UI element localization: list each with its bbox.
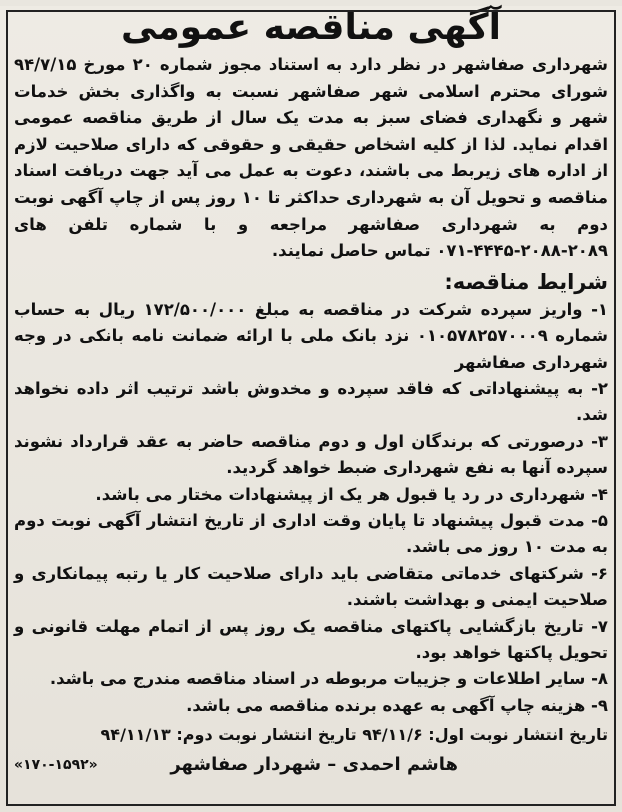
notice-footer	[14, 749, 608, 781]
ad-code: «۱۷۰-۱۵۹۲»	[14, 757, 98, 774]
condition-item: ۱- واریز سپرده شرکت در مناقصه به مبلغ ۱۷۲/۵۰۰/۰۰۰ ریال به حساب شماره ۰۱۰۵۷۸۲۵۷۰۰۰۹ نزد بانک ملی با ارائه ضمانت نامه بانکی در وجه شهرداری صفاشهر	[14, 299, 608, 372]
notice-intro: شهرداری صفاشهر در نظر دارد به استناد مجوز شماره ۲۰ مورخ ۹۴/۷/۱۵ شورای محترم اسلامی شهر صفاشهر نسبت به واگذاری بخش خدمات شهر و نگهداری فضای سبز به مدت یک سال از طریق مناقصه عمومی اقدام نماید. لذا از کلیه اشخاص حقیقی و حقوقی که دارای صلاحیت لازم از اداره های زیربط می باشند، دعوت به عمل می آید جهت دریافت اسناد مناقصه و تحویل آن به شهرداری حداکثر تا ۱۰ روز پس از چاپ آگهی نوبت دوم به شهرداری صفاشهر مراجعه و با شماره تلفن های ۲۰۸۹-۲۰۸۸-۴۴۴۵-۰۷۱ تماس حاصل نمایند.	[14, 55, 608, 261]
condition-item: ۷- تاریخ بازگشایی پاکتهای مناقصه یک روز پس از اتمام مهلت قانونی و تحویل پاکتها خواهد بود.	[14, 616, 608, 663]
publish-dates: تاریخ انتشار نوبت اول: ۹۴/۱۱/۶ تاریخ انتشار نوبت دوم: ۹۴/۱۱/۱۳	[100, 725, 608, 745]
condition-item: ۲- به پیشنهاداتی که فاقد سپرده و مخدوش باشد ترتیب اثر داده نخواهد شد.	[14, 378, 608, 425]
signature: هاشم احمدی – شهردار صفاشهر	[170, 754, 458, 776]
conditions-heading: شرایط مناقصه:	[444, 269, 608, 294]
tender-notice	[0, 6, 622, 812]
condition-item: ۸- سایر اطلاعات و جزییات مربوطه در اسناد مناقصه مندرج می باشد.	[49, 669, 608, 689]
condition-item: ۹- هزینه چاپ آگهی به عهده برنده مناقصه می باشد.	[186, 695, 608, 715]
condition-item: ۶- شرکتهای خدماتی متقاضی باید دارای صلاحیت کار یا رتبه پیمانکاری و صلاحیت ایمنی و بهداشت باشند.	[14, 563, 608, 610]
notice-title: آگهی مناقصه عمومی	[121, 7, 501, 48]
condition-item: ۵- مدت قبول پیشنهاد تا پایان وقت اداری از تاریخ انتشار آگهی نوبت دوم به مدت ۱۰ روز می باشد.	[14, 511, 608, 557]
conditions-list	[14, 297, 608, 720]
condition-item: ۴- شهرداری در رد یا قبول هر یک از پیشنهادات مختار می باشد.	[95, 484, 608, 504]
condition-item: ۳- درصورتی که برندگان اول و دوم مناقصه حاضر به عقد قرارداد نشوند سپرده آنها به نفع شهرداری ضبط خواهد گردید.	[14, 431, 608, 478]
